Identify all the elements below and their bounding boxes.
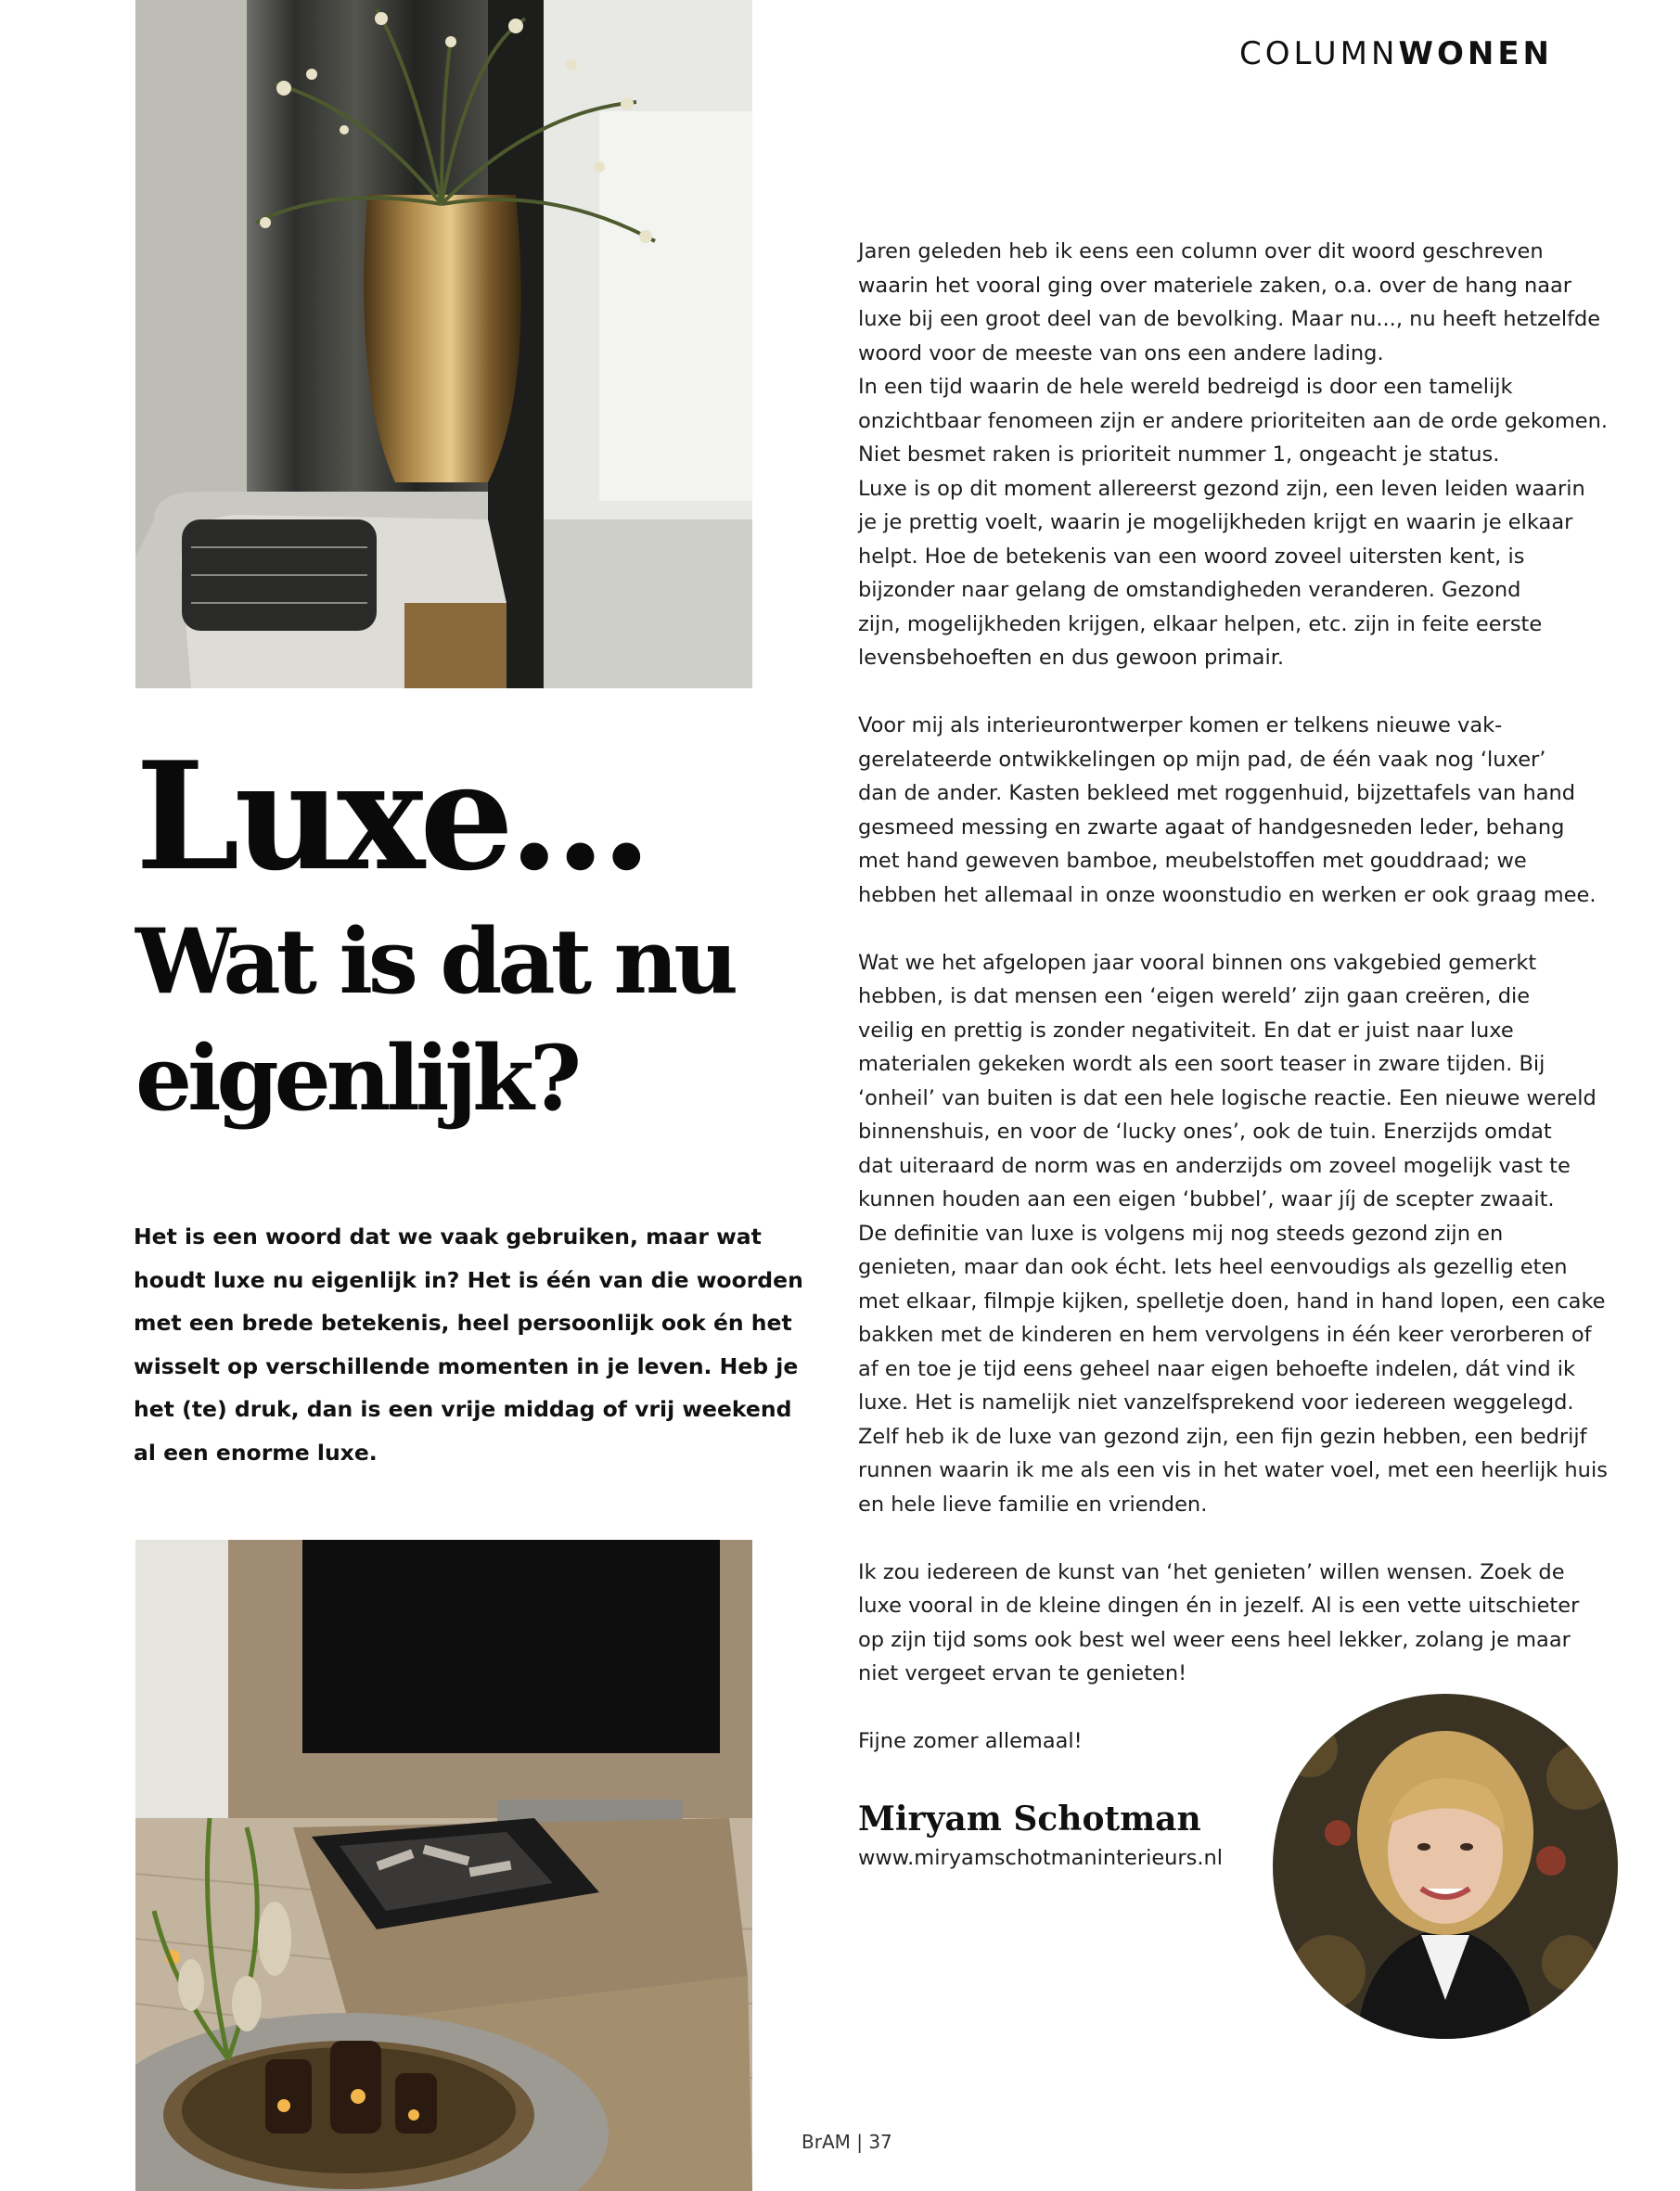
body-line: en hele lieve familie en vrienden. (858, 1492, 1208, 1517)
body-line: veilig en prettig is zonder negativiteit. En dat er juist naar luxe (858, 1018, 1514, 1043)
article-title (135, 729, 803, 1134)
author-portrait (1273, 1694, 1618, 2039)
section-label-bold: WONEN (1398, 35, 1553, 72)
body-line: onzichtbaar fenomeen zijn er andere prioriteiten aan de orde gekomen. (858, 408, 1609, 433)
page-number: BrAM | 37 (802, 2131, 892, 2153)
body-line: Zelf heb ik de luxe van gezond zijn, een fijn gezin hebben, een bedrijf (858, 1424, 1587, 1449)
body-line: Voor mij als interieurontwerper komen er telkens nieuwe vak- (858, 713, 1503, 737)
title-line-2: Wat is dat nu (135, 909, 735, 1014)
body-paragraph-4 (858, 1556, 1580, 1691)
body-line: bijzonder naar gelang de omstandigheden veranderen. Gezond (858, 578, 1521, 602)
body-line: luxe bij een groot deel van de bevolking. Maar nu..., nu heeft hetzelfde (858, 307, 1601, 331)
body-line: binnenshuis, en voor de ‘lucky ones’, ook de tuin. Enerzijds omdat (858, 1120, 1552, 1144)
body-line: dat uiteraard de norm was en anderzijds om zoveel mogelijk vast te (858, 1153, 1571, 1178)
body-line: In een tijd waarin de hele wereld bedreigd is door een tamelijk (858, 375, 1513, 399)
body-line: dan de ander. Kasten bekleed met roggenhuid, bijzettafels van hand (858, 781, 1576, 805)
interior-photo-vase-armchair (135, 0, 752, 688)
body-line: met elkaar, filmpje kijken, spelletje doen, hand in hand lopen, een cake (858, 1288, 1606, 1313)
body-line: ‘onheil’ van buiten is dat een hele logische reactie. Een nieuwe wereld (858, 1085, 1597, 1110)
body-line: Luxe is op dit moment allereerst gezond zijn, een leven leiden waarin (858, 476, 1585, 501)
intro-paragraph: Het is een woord dat we vaak gebruiken, maar wat houdt luxe nu eigenlijk in? Het is één van die woorden met een brede betekenis, heel persoonlijk ook én het wisselt op verschillende momenten in je leven. Heb je het (te) druk, dan is een vrije middag of vrij weekend al een enorme luxe. (134, 1224, 803, 1466)
body-line: op zijn tijd soms ook best wel weer eens heel lekker, zolang je maar (858, 1627, 1571, 1652)
body-line: bakken met de kinderen en hem vervolgens in één keer verorberen of (858, 1323, 1592, 1347)
author-website-link[interactable]: www.miryamschotmaninterieurs.nl (858, 1846, 1224, 1870)
body-line: helpt. Hoe de betekenis van een woord zoveel uitersten kent, is (858, 544, 1525, 569)
body-line: af en toe je tijd eens geheel naar eigen behoefte indelen, dát vind ik (858, 1356, 1576, 1381)
body-line: woord voor de meeste van ons een andere lading. (858, 340, 1384, 365)
article-body (858, 235, 1609, 1792)
body-line: gesmeed messing en zwarte agaat of handgesneden leder, behang (858, 814, 1565, 839)
author-name: Miryam Schotman (858, 1800, 1201, 1839)
body-line: hebben het allemaal in onze woonstudio en werken er ook graag mee. (858, 882, 1597, 907)
body-paragraph-3 (858, 946, 1608, 1522)
body-line: waarin het vooral ging over materiele zaken, o.a. over de hang naar (858, 273, 1572, 298)
body-line: Fijne zomer allemaal! (858, 1729, 1083, 1753)
body-line: gerelateerde ontwikkelingen op mijn pad, de één vaak nog ‘luxer’ (858, 747, 1546, 772)
body-paragraph-2 (858, 709, 1597, 912)
title-line-1: Luxe... (135, 729, 648, 903)
body-line: hebben, is dat mensen een ‘eigen wereld’ zijn gaan creëren, die (858, 984, 1531, 1008)
interior-photo-fireplace (135, 1540, 752, 2191)
section-label (1239, 35, 1553, 72)
body-line: zijn, mogelijkheden krijgen, elkaar helpen, etc. zijn in feite eerste (858, 611, 1543, 636)
body-line: materialen gekeken wordt als een soort teaser in zware tijden. Bij (858, 1052, 1545, 1076)
body-line: luxe. Het is namelijk niet vanzelfsprekend voor iedereen weggelegd. (858, 1390, 1574, 1415)
body-line: met hand geweven bamboe, meubelstoffen met gouddraad; we (858, 849, 1527, 873)
body-paragraph-1 (858, 235, 1609, 675)
section-label-light: COLUMN (1239, 35, 1399, 72)
body-line: niet vergeet ervan te genieten! (858, 1661, 1187, 1685)
title-line-3: eigenlijk? (135, 1026, 577, 1131)
body-line: je je prettig voelt, waarin je mogelijkheden krijgt en waarin je elkaar (858, 510, 1573, 534)
body-line: De definitie van luxe is volgens mij nog steeds gezond zijn en (858, 1221, 1504, 1246)
body-line: Jaren geleden heb ik eens een column over dit woord geschreven (858, 239, 1544, 263)
body-line: genieten, maar dan ook écht. Iets heel eenvoudigs als gezellig eten (858, 1255, 1568, 1279)
body-line: Niet besmet raken is prioriteit nummer 1, ongeacht je status. (858, 442, 1500, 467)
body-line: Wat we het afgelopen jaar vooral binnen ons vakgebied gemerkt (858, 950, 1537, 975)
body-line: luxe vooral in de kleine dingen én in jezelf. Al is een vette uitschieter (858, 1594, 1580, 1618)
body-line: runnen waarin ik me als een vis in het water voel, met een heerlijk huis (858, 1458, 1608, 1482)
body-line: Ik zou iedereen de kunst van ‘het genieten’ willen wensen. Zoek de (858, 1559, 1565, 1584)
body-line: levensbehoeften en dus gewoon primair. (858, 646, 1285, 670)
body-line: kunnen houden aan een eigen ‘bubbel’, waar jíj de scepter zwaait. (858, 1187, 1555, 1211)
